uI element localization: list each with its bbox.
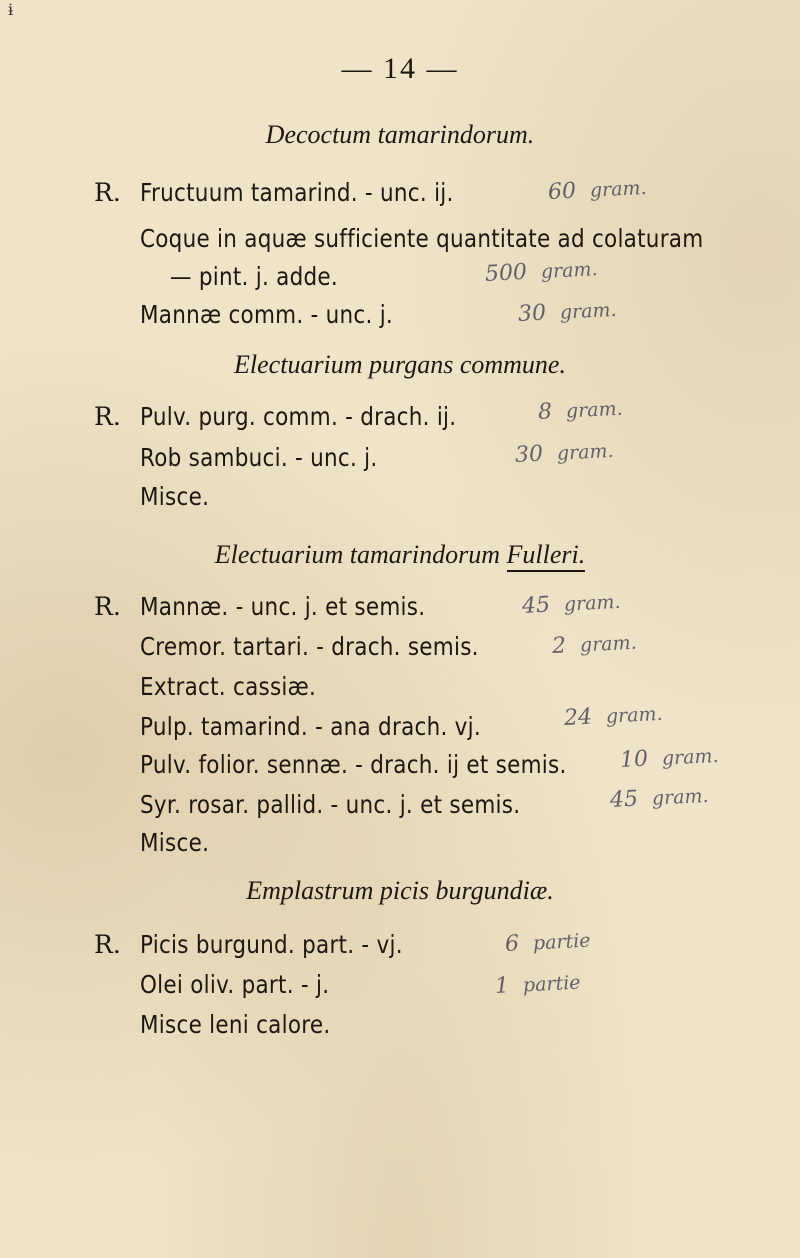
handwritten-note: 30 gram.	[514, 439, 615, 468]
handwritten-note: 8 gram.	[537, 397, 624, 425]
handwritten-note: 2 gram.	[551, 631, 638, 659]
section-title-decoctum: Decoctum tamarindorum.	[265, 120, 535, 149]
section-title-electuarium-purgans: Electuarium purgans commune.	[234, 350, 566, 379]
recipe-symbol: R.	[94, 402, 121, 431]
recipe-symbol: R.	[94, 930, 121, 959]
handwritten-note: 45 gram.	[609, 784, 710, 813]
recipe-line: — pint. j. adde.	[170, 262, 338, 291]
recipe-line: Picis burgund. part. - vj.	[140, 930, 403, 959]
recipe-line: Cremor. tartari. - drach. semis.	[140, 632, 479, 661]
recipe-symbol: R.	[94, 178, 121, 207]
corner-mark: ɨ	[8, 0, 14, 19]
page-number: — 14 —	[341, 52, 459, 85]
recipe-line: Fructuum tamarind. - unc. ij.	[140, 178, 454, 207]
recipe-line: Mannæ. - unc. j. et semis.	[140, 592, 426, 621]
recipe-line: Rob sambuci. - unc. j.	[140, 443, 378, 472]
recipe-line: Olei oliv. part. - j.	[140, 970, 330, 999]
handwritten-note: 6 partie	[504, 929, 592, 957]
recipe-line: Mannæ comm. - unc. j.	[140, 300, 394, 329]
handwritten-note: 60 gram.	[547, 176, 648, 205]
handwritten-note: 10 gram.	[619, 744, 720, 773]
section-title-emplastrum: Emplastrum picis burgundiæ.	[246, 876, 554, 905]
handwritten-note: 30 gram.	[517, 298, 618, 327]
recipe-symbol: R.	[94, 592, 121, 621]
recipe-line: Syr. rosar. pallid. - unc. j. et semis.	[140, 790, 521, 819]
recipe-line: Misce.	[140, 482, 210, 511]
handwritten-note: 1 partie	[494, 971, 582, 999]
handwritten-note: 45 gram.	[521, 590, 622, 619]
handwritten-note: 24 gram.	[563, 702, 664, 731]
recipe-line: Misce.	[140, 828, 210, 857]
recipe-line: Misce leni calore.	[140, 1010, 331, 1039]
recipe-line: Pulv. folior. sennæ. - drach. ij et semis.	[140, 750, 567, 779]
recipe-line: Pulp. tamarind. - ana drach. vj.	[140, 712, 481, 741]
recipe-line: Extract. cassiæ.	[140, 672, 317, 701]
recipe-line: Pulv. purg. comm. - drach. ij.	[140, 402, 457, 431]
handwritten-note: 500 gram.	[484, 258, 599, 287]
recipe-line: Coque in aquæ sufficiente quantitate ad colaturam	[140, 224, 704, 253]
section-title-electuarium-tamarindorum: Electuarium tamarindorum Fulleri.	[0, 540, 800, 570]
